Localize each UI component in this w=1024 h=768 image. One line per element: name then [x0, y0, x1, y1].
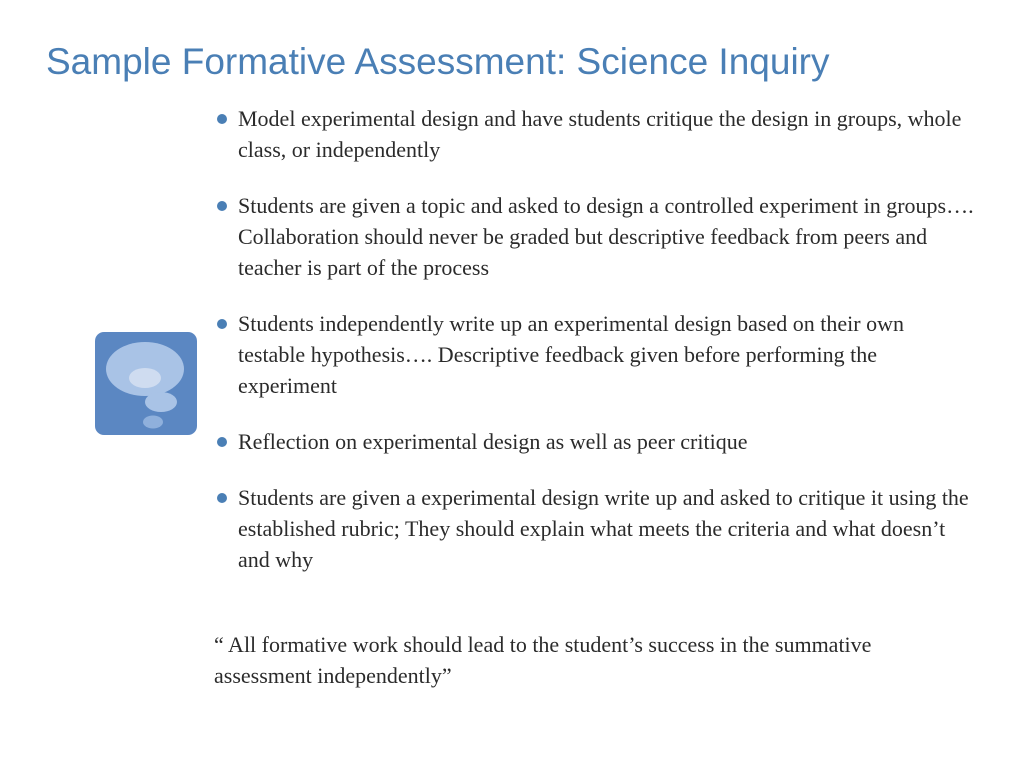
medium-bubble [145, 392, 177, 412]
bullet-item [216, 308, 976, 401]
small-bubble [143, 416, 163, 429]
bullet-dot [217, 437, 227, 447]
bullet-dot [217, 319, 227, 329]
bullet-dot [217, 493, 227, 503]
bullet-dot [217, 201, 227, 211]
thought-bubble-graphic [95, 332, 197, 435]
bullet-item [216, 190, 976, 283]
bullet-item [216, 103, 976, 165]
bullet-list [216, 103, 976, 600]
bullet-text: Students are given a topic and asked to design a controlled experiment in groups…. Collaboration should never be graded but descriptive feedback from peers and teacher is part of the process [238, 193, 974, 280]
bullet-text: Reflection on experimental design as well as peer critique [238, 429, 748, 454]
bubble-highlight [129, 368, 161, 388]
bullet-dot [217, 114, 227, 124]
closing-quote: “ All formative work should lead to the student’s success in the summative assessment independently” [214, 632, 872, 688]
bullet-item [216, 426, 976, 457]
bullet-text: Students independently write up an experimental design based on their own testable hypothesis…. Descriptive feedback given before performing the experiment [238, 311, 904, 398]
bullet-item [216, 482, 976, 575]
bullet-text: Model experimental design and have students critique the design in groups, whole class, or independently [238, 106, 962, 162]
thought-bubble-icon [95, 332, 197, 435]
bullet-text: Students are given a experimental design write up and asked to critique it using the established rubric; They should explain what meets the criteria and what doesn’t and why [238, 485, 969, 572]
slide-title: Sample Formative Assessment: Science Inquiry [46, 41, 830, 82]
